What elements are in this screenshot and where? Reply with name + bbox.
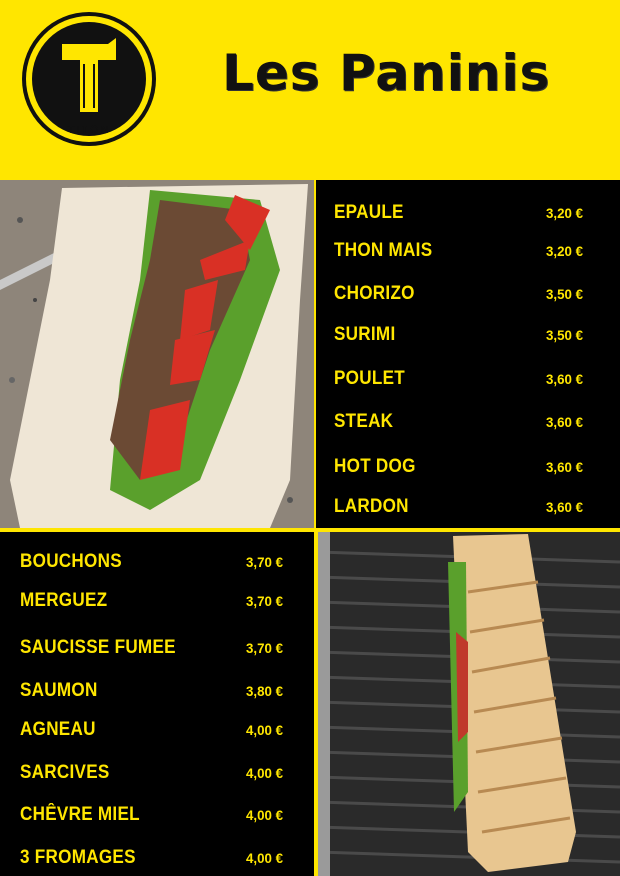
- menu-item-price: 3,70 €: [246, 554, 283, 570]
- menu-item-name: MERGUEZ: [20, 590, 108, 611]
- menu-item-price: 3,60 €: [546, 414, 583, 430]
- menu-item-price: 4,00 €: [246, 807, 283, 823]
- menu-item-name: EPAULE: [334, 202, 404, 223]
- menu-item-name: POULET: [334, 368, 405, 389]
- menu-item-price: 3,50 €: [546, 286, 583, 302]
- titon-logo: [22, 12, 156, 146]
- logo-text: TITON: [67, 124, 111, 136]
- menu-panel-left: [0, 532, 314, 876]
- menu-item-price: 4,00 €: [246, 722, 283, 738]
- menu-panel-right: [316, 180, 620, 528]
- page-title: Les Paninis: [222, 44, 551, 102]
- menu-item-name: STEAK: [334, 411, 394, 432]
- menu-item-price: 4,00 €: [246, 850, 283, 866]
- panini-grill-photo: [318, 532, 620, 876]
- menu-item-price: 3,60 €: [546, 459, 583, 475]
- menu-item-price: 3,60 €: [546, 499, 583, 515]
- menu-item-name: THON MAIS: [334, 240, 433, 261]
- menu-item-price: 3,70 €: [246, 640, 283, 656]
- menu-item-name: SAUMON: [20, 680, 98, 701]
- menu-item-price: 3,60 €: [546, 371, 583, 387]
- menu-item-name: SAUCISSE FUMEE: [20, 637, 176, 658]
- menu-item-price: 3,20 €: [546, 205, 583, 221]
- menu-item-price: 3,70 €: [246, 593, 283, 609]
- menu-item-price: 3,20 €: [546, 243, 583, 259]
- menu-item-name: CHÊVRE MIEL: [20, 804, 140, 825]
- menu-item-name: CHORIZO: [334, 283, 415, 304]
- menu-item-name: SARCIVES: [20, 762, 110, 783]
- menu-item-price: 3,80 €: [246, 683, 283, 699]
- panini-open-photo: [0, 180, 314, 528]
- menu-item-name: SURIMI: [334, 324, 396, 345]
- menu-item-name: BOUCHONS: [20, 551, 122, 572]
- menu-item-price: 4,00 €: [246, 765, 283, 781]
- menu-item-name: 3 FROMAGES: [20, 847, 136, 868]
- menu-item-name: HOT DOG: [334, 456, 416, 477]
- header: [0, 0, 620, 178]
- menu-item-name: AGNEAU: [20, 719, 96, 740]
- menu-item-price: 3,50 €: [546, 327, 583, 343]
- menu-item-name: LARDON: [334, 496, 409, 517]
